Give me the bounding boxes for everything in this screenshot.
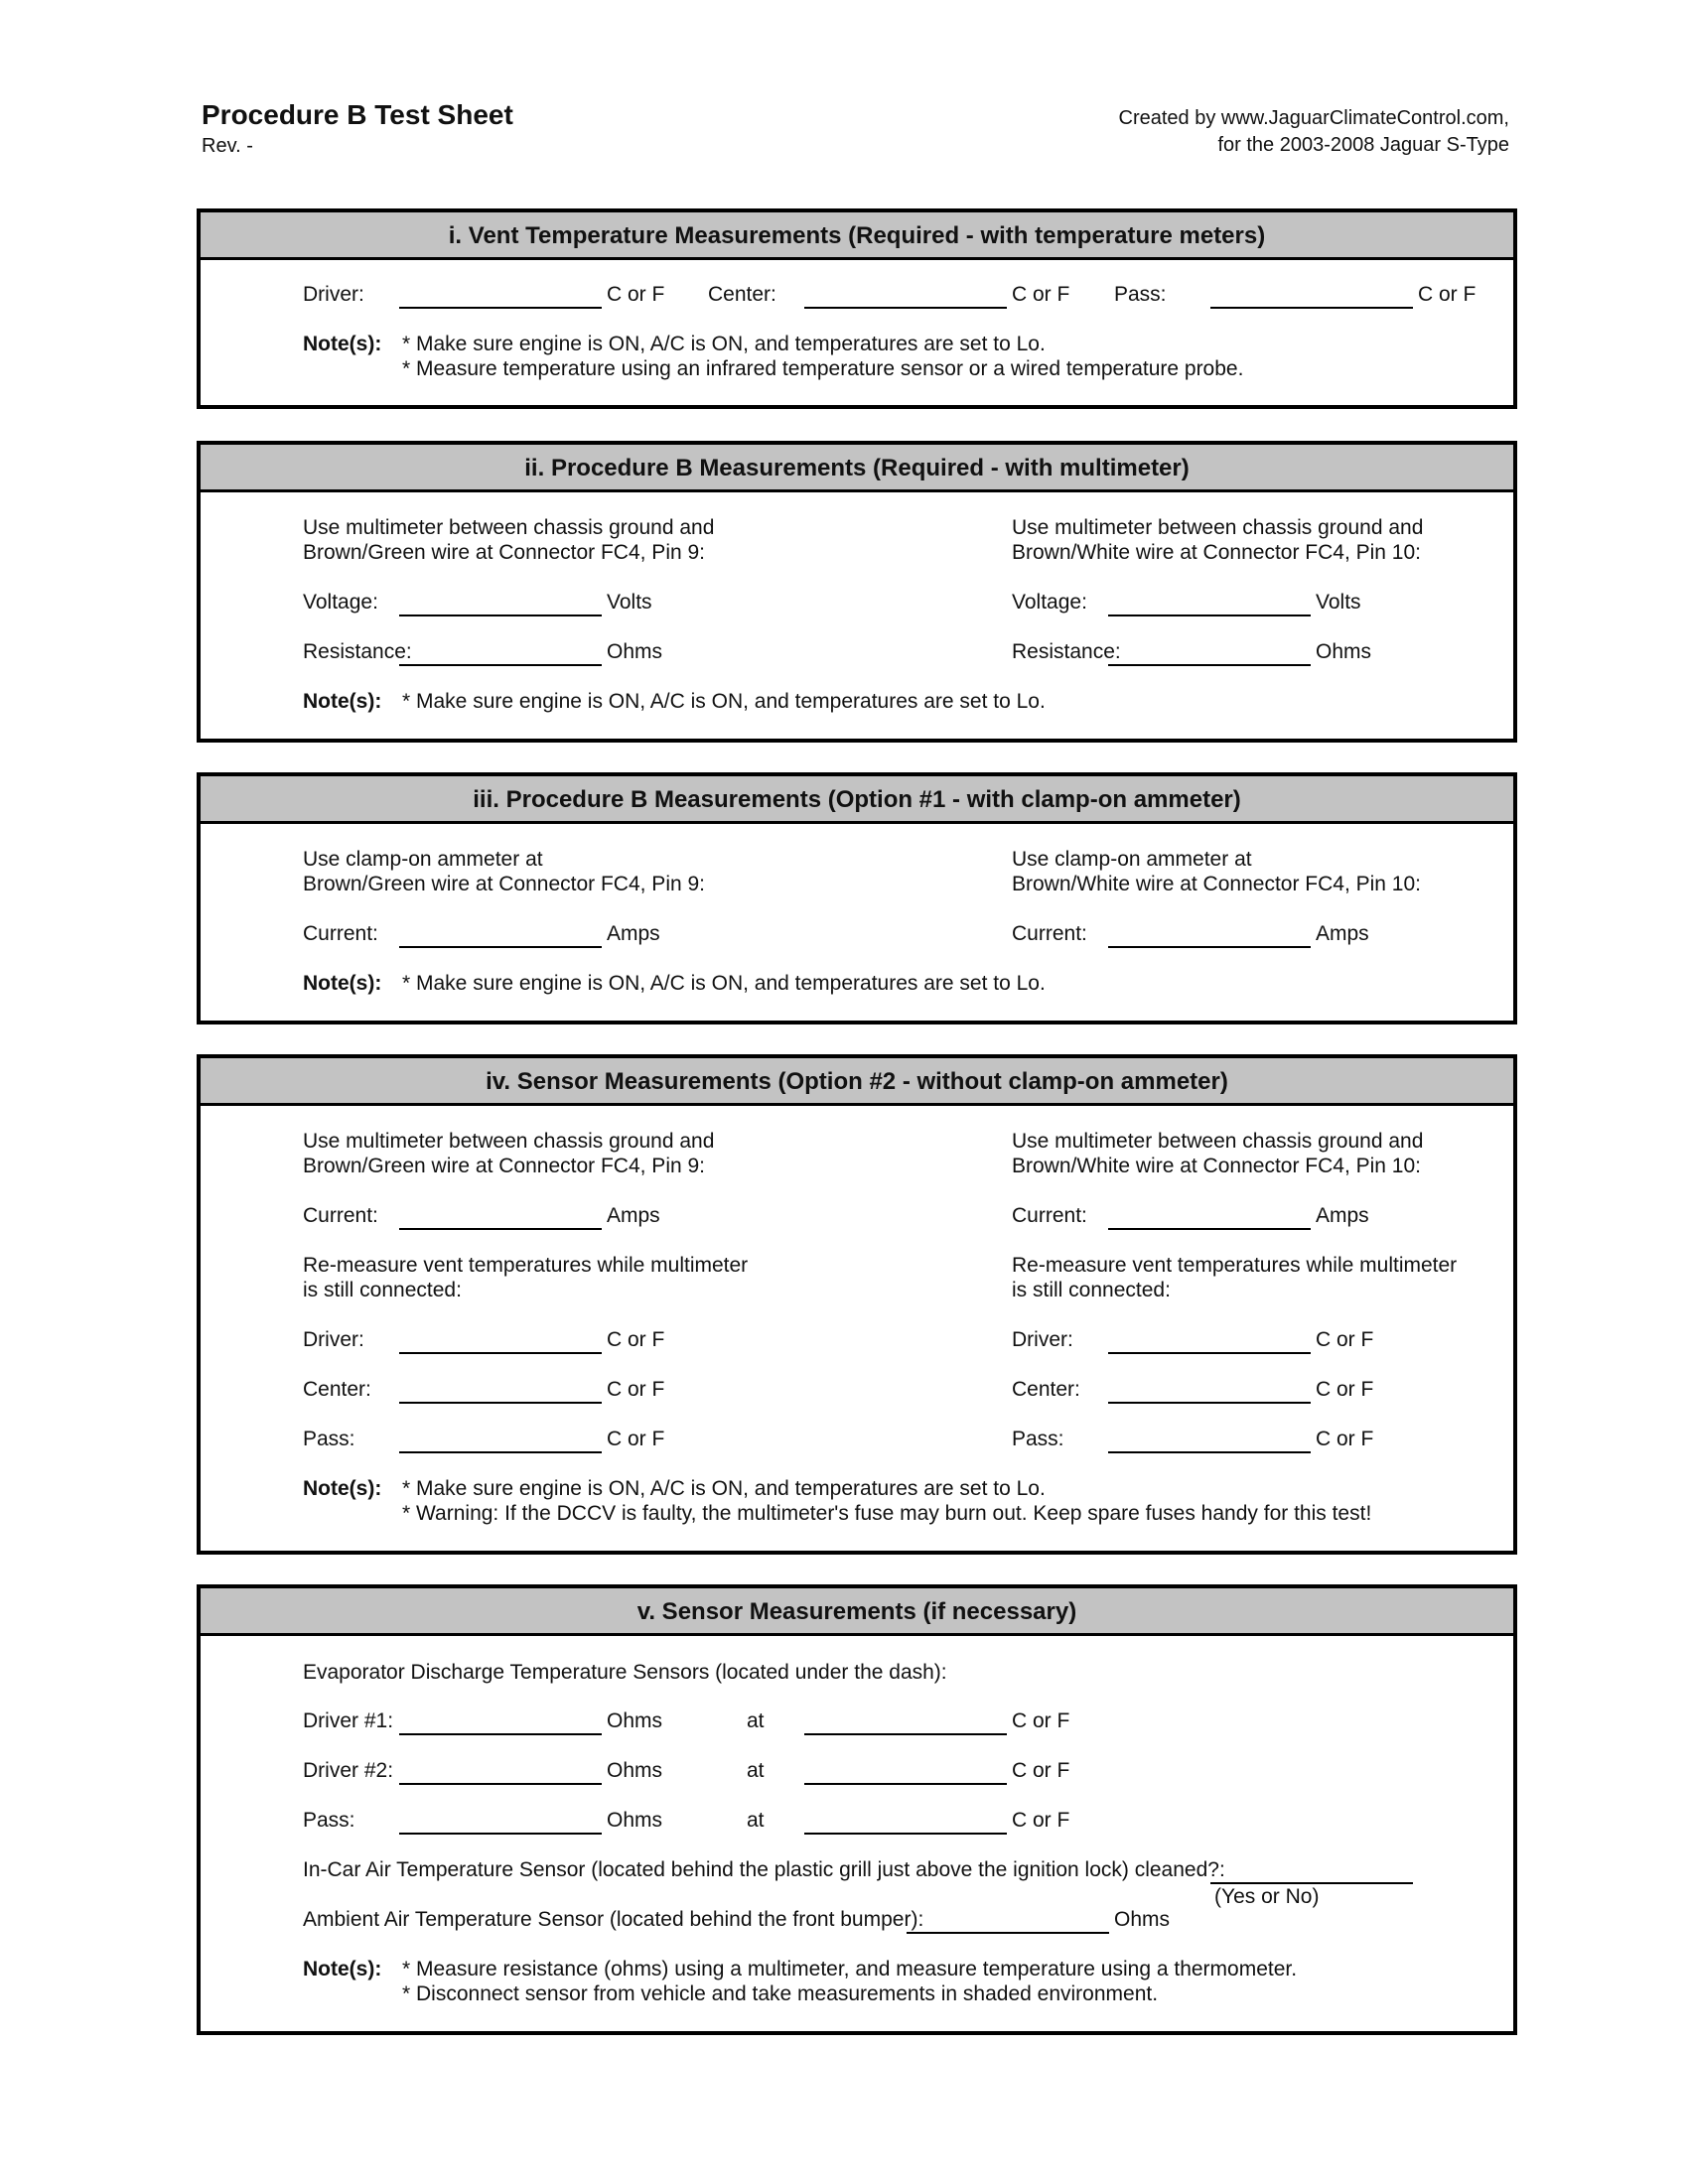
driver1-label: Driver #1:: [303, 1709, 394, 1732]
unit-volts: Volts: [1316, 591, 1361, 614]
instruction-line: Brown/Green wire at Connector FC4, Pin 9:: [303, 873, 706, 895]
unit-amps: Amps: [607, 1204, 660, 1227]
unit-c-or-f: C or F: [607, 1428, 665, 1450]
unit-c-or-f: C or F: [607, 1328, 665, 1351]
unit-c-or-f: C or F: [1012, 1759, 1070, 1782]
current-label: Current:: [303, 1204, 378, 1227]
unit-c-or-f: C or F: [1316, 1378, 1374, 1401]
credit-line-2: for the 2003-2008 Jaguar S-Type: [1217, 134, 1509, 156]
resistance-label: Resistance:: [303, 640, 412, 663]
instruction-line: Re-measure vent temperatures while multimeter: [303, 1254, 749, 1277]
driver-temp-field[interactable]: [399, 307, 602, 309]
unit-ohms: Ohms: [607, 640, 663, 663]
section-title: v. Sensor Measurements (if necessary): [201, 1588, 1513, 1636]
unit-c-or-f: C or F: [1316, 1328, 1374, 1351]
instruction-line: Use multimeter between chassis ground and: [1012, 1130, 1424, 1153]
current-field-pin9[interactable]: [399, 1228, 602, 1230]
instruction-line: Brown/Green wire at Connector FC4, Pin 9:: [303, 541, 706, 564]
pass-ohms-field[interactable]: [399, 1833, 602, 1835]
current-field-pin10[interactable]: [1108, 1228, 1311, 1230]
notes-label: Note(s):: [303, 333, 382, 355]
instruction-line: Brown/White wire at Connector FC4, Pin 10:: [1012, 1155, 1422, 1177]
center-temp-field-pin9[interactable]: [399, 1402, 602, 1404]
at-label: at: [747, 1709, 765, 1732]
instruction-line: Use multimeter between chassis ground and: [1012, 516, 1424, 539]
section-title: iii. Procedure B Measurements (Option #1 - with clamp-on ammeter): [201, 776, 1513, 824]
unit-c-or-f: C or F: [607, 283, 665, 306]
driver1-temp-field[interactable]: [804, 1733, 1007, 1735]
instruction-line: is still connected:: [1012, 1279, 1171, 1301]
credit-line-1: Created by www.JaguarClimateControl.com,: [1118, 107, 1509, 129]
pass-temp-field[interactable]: [804, 1833, 1007, 1835]
center-temp-field-pin10[interactable]: [1108, 1402, 1311, 1404]
note-line: * Make sure engine is ON, A/C is ON, and temperatures are set to Lo.: [402, 690, 1046, 713]
center-label: Center:: [708, 283, 776, 306]
yes-or-no-hint: (Yes or No): [1214, 1885, 1320, 1908]
resistance-field-pin9[interactable]: [399, 664, 602, 666]
driver-temp-field-pin9[interactable]: [399, 1352, 602, 1354]
driver2-label: Driver #2:: [303, 1759, 394, 1782]
unit-volts: Volts: [607, 591, 652, 614]
current-field-pin9[interactable]: [399, 946, 602, 948]
current-label: Current:: [303, 922, 378, 945]
credit-block: [1119, 105, 1510, 159]
unit-ohms: Ohms: [1114, 1908, 1171, 1931]
incar-sensor-question: In-Car Air Temperature Sensor (located behind the plastic grill just above the ignition lock) cleaned?:: [303, 1858, 1225, 1881]
driver2-ohms-field[interactable]: [399, 1783, 602, 1785]
current-field-pin10[interactable]: [1108, 946, 1311, 948]
revision-label: Rev. -: [202, 135, 253, 157]
driver2-temp-field[interactable]: [804, 1783, 1007, 1785]
instruction-line: Brown/White wire at Connector FC4, Pin 10:: [1012, 873, 1422, 895]
resistance-label: Resistance:: [1012, 640, 1121, 663]
note-line: * Measure resistance (ohms) using a multimeter, and measure temperature using a thermometer.: [402, 1958, 1298, 1980]
driver-label: Driver:: [1012, 1328, 1073, 1351]
instruction-line: Evaporator Discharge Temperature Sensors (located under the dash):: [303, 1661, 947, 1684]
note-line: * Measure temperature using an infrared temperature sensor or a wired temperature probe.: [402, 357, 1244, 380]
resistance-field-pin10[interactable]: [1108, 664, 1311, 666]
pass-temp-field-pin9[interactable]: [399, 1451, 602, 1453]
at-label: at: [747, 1759, 765, 1782]
pass-label: Pass:: [1114, 283, 1167, 306]
instruction-line: Use clamp-on ammeter at: [303, 848, 543, 871]
notes-label: Note(s):: [303, 972, 382, 995]
center-label: Center:: [1012, 1378, 1080, 1401]
pass-temp-field-pin10[interactable]: [1108, 1451, 1311, 1453]
page-title: Procedure B Test Sheet: [202, 99, 513, 130]
instruction-line: Brown/Green wire at Connector FC4, Pin 9:: [303, 1155, 706, 1177]
pass-temp-field[interactable]: [1210, 307, 1413, 309]
section-title: ii. Procedure B Measurements (Required - with multimeter): [201, 445, 1513, 492]
unit-c-or-f: C or F: [1418, 283, 1477, 306]
note-line: * Make sure engine is ON, A/C is ON, and temperatures are set to Lo.: [402, 972, 1046, 995]
unit-c-or-f: C or F: [607, 1378, 665, 1401]
driver-label: Driver:: [303, 1328, 364, 1351]
unit-amps: Amps: [607, 922, 660, 945]
section-title: iv. Sensor Measurements (Option #2 - without clamp-on ammeter): [201, 1058, 1513, 1106]
center-label: Center:: [303, 1378, 371, 1401]
instruction-line: Re-measure vent temperatures while multimeter: [1012, 1254, 1458, 1277]
pass-label: Pass:: [303, 1809, 355, 1832]
instruction-line: Use clamp-on ammeter at: [1012, 848, 1252, 871]
note-line: * Disconnect sensor from vehicle and take measurements in shaded environment.: [402, 1982, 1159, 2005]
note-line: * Make sure engine is ON, A/C is ON, and temperatures are set to Lo.: [402, 1477, 1046, 1500]
current-label: Current:: [1012, 1204, 1087, 1227]
unit-c-or-f: C or F: [1316, 1428, 1374, 1450]
unit-amps: Amps: [1316, 922, 1369, 945]
unit-ohms: Ohms: [607, 1809, 663, 1832]
current-label: Current:: [1012, 922, 1087, 945]
driver-temp-field-pin10[interactable]: [1108, 1352, 1311, 1354]
instruction-line: Use multimeter between chassis ground and: [303, 516, 715, 539]
voltage-label: Voltage:: [1012, 591, 1087, 614]
notes-label: Note(s):: [303, 1477, 382, 1500]
instruction-line: Use multimeter between chassis ground and: [303, 1130, 715, 1153]
note-line: * Warning: If the DCCV is faulty, the multimeter's fuse may burn out. Keep spare fuses handy for this test!: [402, 1502, 1372, 1525]
unit-c-or-f: C or F: [1012, 1809, 1070, 1832]
unit-amps: Amps: [1316, 1204, 1369, 1227]
notes-label: Note(s):: [303, 690, 382, 713]
instruction-line: Brown/White wire at Connector FC4, Pin 10:: [1012, 541, 1422, 564]
at-label: at: [747, 1809, 765, 1832]
pass-label: Pass:: [303, 1428, 355, 1450]
voltage-field-pin10[interactable]: [1108, 614, 1311, 616]
unit-ohms: Ohms: [607, 1759, 663, 1782]
instruction-line: is still connected:: [303, 1279, 462, 1301]
voltage-label: Voltage:: [303, 591, 378, 614]
unit-c-or-f: C or F: [1012, 1709, 1070, 1732]
section-title: i. Vent Temperature Measurements (Required - with temperature meters): [201, 212, 1513, 260]
notes-label: Note(s):: [303, 1958, 382, 1980]
unit-ohms: Ohms: [607, 1709, 663, 1732]
ambient-ohms-field[interactable]: [907, 1932, 1109, 1934]
ambient-sensor-label: Ambient Air Temperature Sensor (located behind the front bumper):: [303, 1908, 924, 1931]
driver1-ohms-field[interactable]: [399, 1733, 602, 1735]
unit-c-or-f: C or F: [1012, 283, 1070, 306]
unit-ohms: Ohms: [1316, 640, 1372, 663]
pass-label: Pass:: [1012, 1428, 1064, 1450]
center-temp-field[interactable]: [804, 307, 1007, 309]
note-line: * Make sure engine is ON, A/C is ON, and temperatures are set to Lo.: [402, 333, 1046, 355]
driver-label: Driver:: [303, 283, 364, 306]
voltage-field-pin9[interactable]: [399, 614, 602, 616]
